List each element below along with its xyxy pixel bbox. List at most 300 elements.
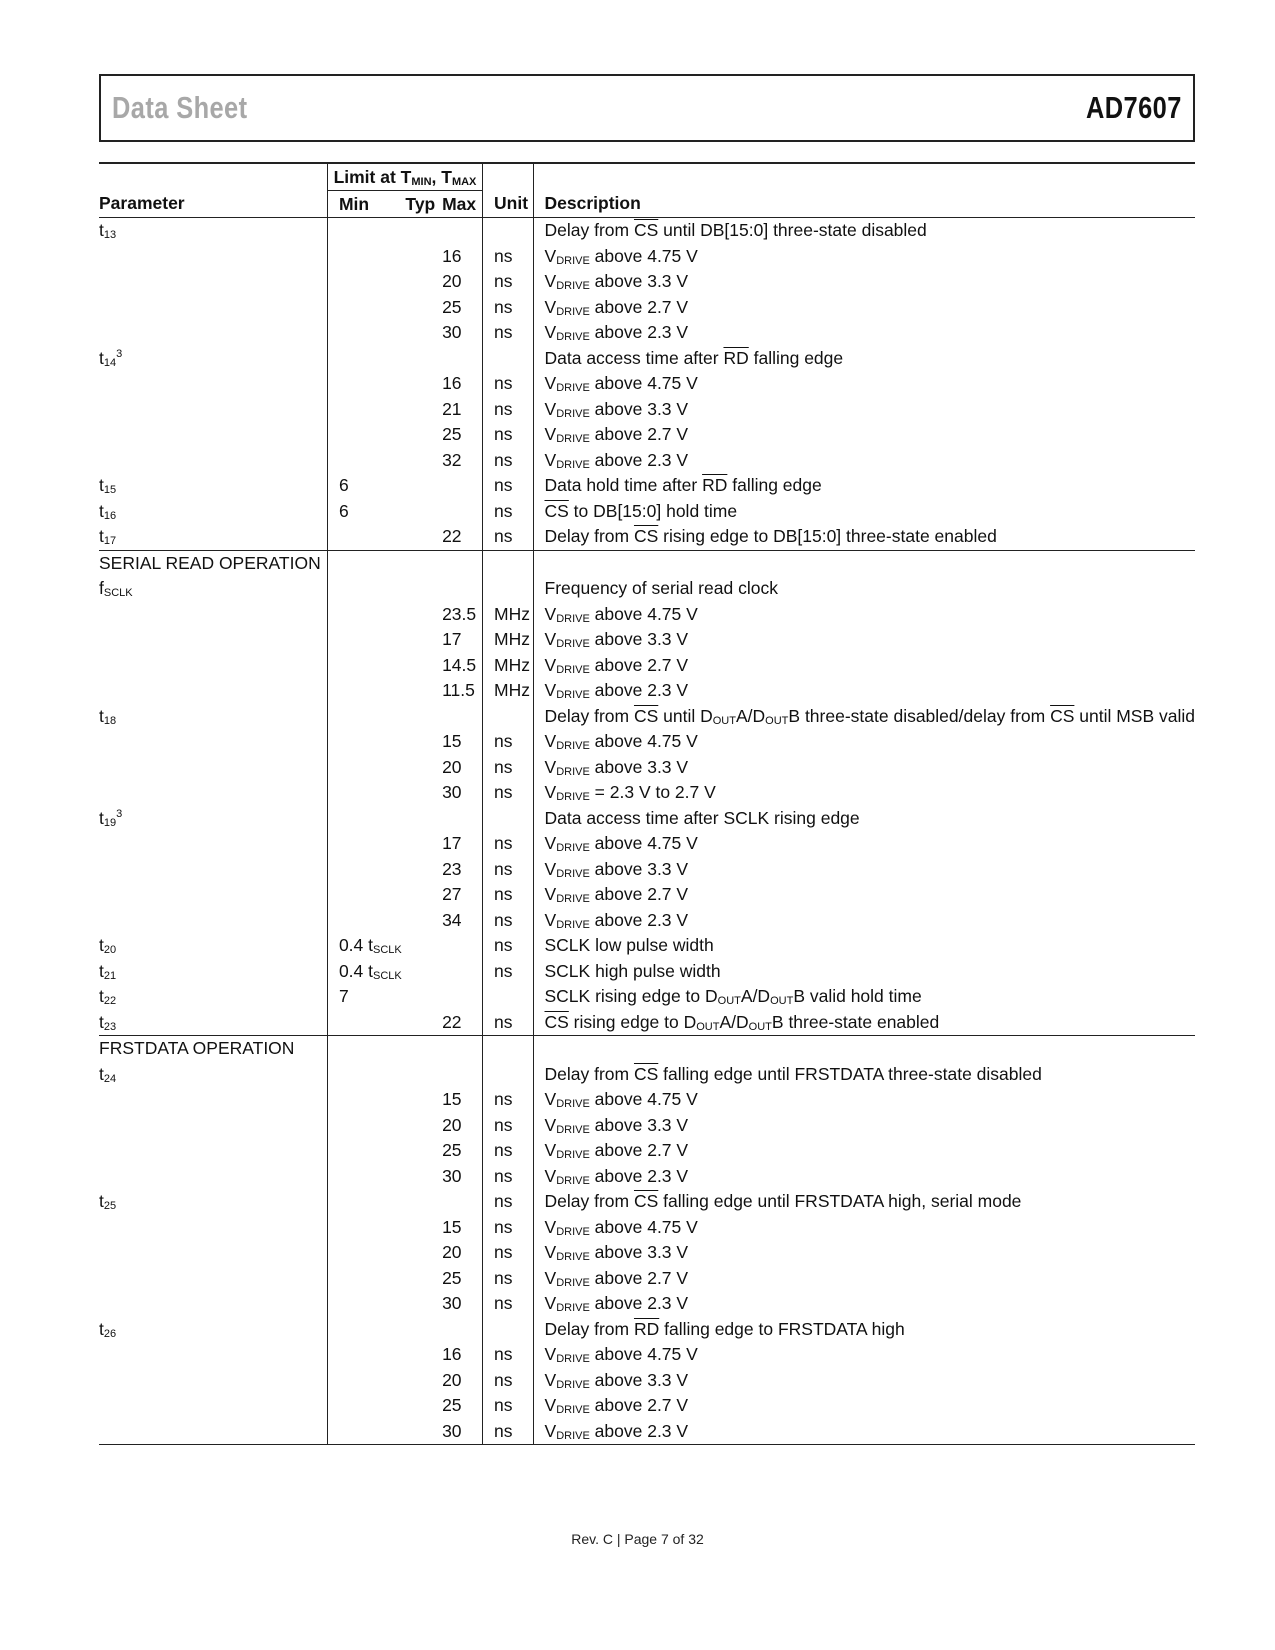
description-cell bbox=[533, 959, 1195, 985]
unit-value: MHz bbox=[494, 680, 530, 701]
max-cell bbox=[442, 1240, 482, 1266]
table-row bbox=[99, 1368, 1195, 1394]
min-cell bbox=[327, 1393, 405, 1419]
typ-cell bbox=[405, 933, 442, 959]
min-value: 0.4 t bbox=[338, 935, 374, 956]
max-value: 20 bbox=[442, 756, 462, 777]
max-value: 16 bbox=[442, 245, 462, 266]
typ-cell bbox=[405, 1164, 442, 1190]
table-row bbox=[99, 244, 1195, 270]
max-cell bbox=[442, 908, 482, 934]
table-row bbox=[99, 1215, 1195, 1241]
min-cell bbox=[327, 908, 405, 934]
description-text: falling edge bbox=[727, 475, 822, 496]
description-cell bbox=[533, 218, 1195, 244]
table-row bbox=[99, 448, 1195, 474]
min-cell bbox=[327, 524, 405, 550]
unit-cell bbox=[483, 1113, 534, 1139]
vdrive-symbol: V bbox=[544, 1344, 557, 1365]
description-cell bbox=[533, 1393, 1195, 1419]
description-text: rising edge to DB[15:0] three-state enabled bbox=[658, 526, 997, 547]
description-text: above 4.75 V bbox=[589, 245, 698, 266]
max-cell bbox=[442, 602, 482, 628]
vdrive-symbol: V bbox=[544, 654, 557, 675]
max-cell bbox=[442, 550, 482, 576]
description-cell bbox=[533, 1419, 1195, 1445]
min-cell bbox=[327, 1138, 405, 1164]
table-row bbox=[99, 1087, 1195, 1113]
parameter-cell bbox=[99, 729, 327, 755]
table-row bbox=[99, 908, 1195, 934]
min-cell bbox=[327, 780, 405, 806]
vdrive-subscript: DRIVE bbox=[556, 638, 590, 651]
description-text: above 3.3 V bbox=[589, 1114, 689, 1135]
unit-value: ns bbox=[494, 1293, 513, 1314]
vdrive-symbol: V bbox=[544, 1089, 557, 1110]
vdrive-subscript: DRIVE bbox=[556, 893, 590, 906]
description-cell bbox=[533, 269, 1195, 295]
parameter-cell bbox=[99, 397, 327, 423]
unit-cell bbox=[483, 882, 534, 908]
max-cell bbox=[442, 499, 482, 525]
description-text: A/D bbox=[735, 705, 766, 726]
parameter-cell bbox=[99, 908, 327, 934]
description-text: above 2.3 V bbox=[589, 1165, 689, 1186]
max-value: 15 bbox=[442, 1216, 462, 1237]
typ-cell bbox=[405, 218, 442, 244]
max-cell bbox=[442, 1087, 482, 1113]
description-text: above 2.7 V bbox=[589, 296, 689, 317]
max-cell bbox=[442, 1036, 482, 1062]
unit-value: ns bbox=[494, 935, 513, 956]
table-row bbox=[99, 1240, 1195, 1266]
description-cell bbox=[533, 295, 1195, 321]
table-row bbox=[99, 1419, 1195, 1445]
vdrive-subscript: DRIVE bbox=[556, 765, 590, 778]
unit-cell bbox=[483, 1368, 534, 1394]
signal-subscript: OUT bbox=[770, 995, 794, 1008]
typ-cell bbox=[405, 1087, 442, 1113]
max-cell bbox=[442, 1113, 482, 1139]
parameter-subscript: 18 bbox=[103, 714, 117, 727]
description-text: above 2.3 V bbox=[589, 1420, 689, 1441]
max-value: 20 bbox=[442, 271, 462, 292]
unit-value: ns bbox=[494, 1242, 513, 1263]
table-row bbox=[99, 755, 1195, 781]
max-cell bbox=[442, 882, 482, 908]
description-cell bbox=[533, 780, 1195, 806]
min-cell bbox=[327, 984, 405, 1010]
vdrive-symbol: V bbox=[544, 271, 557, 292]
unit-cell bbox=[483, 602, 534, 628]
description-cell bbox=[533, 1240, 1195, 1266]
vdrive-symbol: V bbox=[544, 245, 557, 266]
min-cell bbox=[327, 857, 405, 883]
description-cell bbox=[533, 882, 1195, 908]
parameter-cell bbox=[99, 295, 327, 321]
parameter-subscript: 14 bbox=[103, 356, 117, 369]
unit-cell bbox=[483, 550, 534, 576]
min-cell bbox=[327, 1087, 405, 1113]
table-row bbox=[99, 269, 1195, 295]
typ-cell bbox=[405, 1342, 442, 1368]
unit-value: ns bbox=[494, 884, 513, 905]
table-row bbox=[99, 1113, 1195, 1139]
table-row bbox=[99, 831, 1195, 857]
parameter-cell bbox=[99, 1240, 327, 1266]
min-cell bbox=[327, 269, 405, 295]
unit-value: ns bbox=[494, 960, 513, 981]
description-cell bbox=[533, 678, 1195, 704]
unit-cell bbox=[483, 1164, 534, 1190]
signal-subscript: OUT bbox=[712, 714, 736, 727]
description-text: above 3.3 V bbox=[589, 629, 689, 650]
min-value: 7 bbox=[338, 986, 349, 1007]
description-text: = 2.3 V to 2.7 V bbox=[589, 782, 716, 803]
limit-header: Limit at TMIN, TMAX bbox=[327, 163, 482, 191]
overbar-signal: $\overline{RD}$ bbox=[723, 347, 749, 368]
vdrive-symbol: V bbox=[544, 424, 557, 445]
description-cell bbox=[533, 704, 1195, 730]
typ-cell bbox=[405, 397, 442, 423]
description-cell bbox=[533, 422, 1195, 448]
description-text: until D bbox=[658, 705, 713, 726]
unit-value: ns bbox=[494, 782, 513, 803]
vdrive-symbol: V bbox=[544, 629, 557, 650]
document-type-title: Data Sheet bbox=[112, 90, 248, 125]
description-cell bbox=[533, 346, 1195, 372]
unit-cell bbox=[483, 295, 534, 321]
parameter-cell bbox=[99, 1215, 327, 1241]
unit-cell bbox=[483, 678, 534, 704]
parameter-subscript: 24 bbox=[103, 1072, 117, 1085]
max-cell bbox=[442, 1164, 482, 1190]
max-cell bbox=[442, 627, 482, 653]
typ-cell bbox=[405, 1215, 442, 1241]
description-cell bbox=[533, 397, 1195, 423]
max-value: 22 bbox=[442, 1011, 462, 1032]
max-cell bbox=[442, 1189, 482, 1215]
parameter-cell bbox=[99, 653, 327, 679]
max-cell bbox=[442, 422, 482, 448]
description-text: Delay from bbox=[544, 705, 634, 726]
description-text: above 4.75 V bbox=[589, 1089, 698, 1110]
vdrive-symbol: V bbox=[544, 1165, 557, 1186]
table-row bbox=[99, 653, 1195, 679]
vdrive-symbol: V bbox=[544, 1395, 557, 1416]
typ-cell bbox=[405, 908, 442, 934]
table-row bbox=[99, 678, 1195, 704]
description-text: above 2.3 V bbox=[589, 680, 689, 701]
description-cell bbox=[533, 1266, 1195, 1292]
description-text: above 4.75 V bbox=[589, 373, 698, 394]
typ-cell bbox=[405, 882, 442, 908]
max-value: 23.5 bbox=[442, 603, 477, 624]
header-max: Max bbox=[442, 191, 482, 218]
parameter-cell bbox=[99, 1291, 327, 1317]
typ-cell bbox=[405, 678, 442, 704]
vdrive-subscript: DRIVE bbox=[556, 1149, 590, 1162]
parameter-cell bbox=[99, 499, 327, 525]
table-row bbox=[99, 1266, 1195, 1292]
description-text: B three-state enabled bbox=[771, 1011, 940, 1032]
parameter-cell bbox=[99, 244, 327, 270]
description-cell bbox=[533, 627, 1195, 653]
description-text: Data access time after bbox=[544, 347, 724, 368]
unit-value: MHz bbox=[494, 603, 530, 624]
typ-cell bbox=[405, 984, 442, 1010]
table-row bbox=[99, 576, 1195, 602]
table-row bbox=[99, 959, 1195, 985]
typ-cell bbox=[405, 346, 442, 372]
parameter-subscript: 19 bbox=[103, 816, 117, 829]
parameter-cell bbox=[99, 882, 327, 908]
parameter-symbol: t bbox=[99, 807, 104, 828]
vdrive-subscript: DRIVE bbox=[556, 1123, 590, 1136]
unit-value: ns bbox=[494, 833, 513, 854]
unit-value: ns bbox=[494, 449, 513, 470]
description-cell bbox=[533, 1087, 1195, 1113]
table-row bbox=[99, 320, 1195, 346]
description-cell bbox=[533, 653, 1195, 679]
vdrive-subscript: DRIVE bbox=[556, 280, 590, 293]
typ-cell bbox=[405, 602, 442, 628]
description-cell bbox=[533, 576, 1195, 602]
vdrive-symbol: V bbox=[544, 833, 557, 854]
overbar-signal: $\overline{RD}$ bbox=[702, 475, 728, 496]
unit-value: ns bbox=[494, 1191, 513, 1212]
parameter-symbol: t bbox=[99, 347, 104, 368]
min-cell bbox=[327, 1189, 405, 1215]
header-description: Description bbox=[533, 191, 1195, 218]
table-row bbox=[99, 1062, 1195, 1088]
parameter-symbol: t bbox=[99, 526, 104, 547]
max-value: 27 bbox=[442, 884, 462, 905]
max-cell bbox=[442, 473, 482, 499]
table-row bbox=[99, 218, 1195, 244]
min-cell bbox=[327, 473, 405, 499]
description-cell bbox=[533, 1010, 1195, 1036]
description-text: above 2.7 V bbox=[589, 1267, 689, 1288]
typ-cell bbox=[405, 473, 442, 499]
description-text: A/D bbox=[719, 1011, 749, 1032]
unit-cell bbox=[483, 218, 534, 244]
max-cell bbox=[442, 1138, 482, 1164]
parameter-cell bbox=[99, 1113, 327, 1139]
typ-cell bbox=[405, 1010, 442, 1036]
vdrive-subscript: DRIVE bbox=[556, 842, 590, 855]
max-cell bbox=[442, 1419, 482, 1445]
table-row bbox=[99, 704, 1195, 730]
max-cell bbox=[442, 218, 482, 244]
max-cell bbox=[442, 959, 482, 985]
description-text: above 2.7 V bbox=[589, 654, 689, 675]
description-cell bbox=[533, 499, 1195, 525]
overbar-signal: $\overline{CS}$ bbox=[544, 1011, 569, 1032]
max-cell bbox=[442, 320, 482, 346]
unit-value: ns bbox=[494, 271, 513, 292]
description-text: above 3.3 V bbox=[589, 1242, 689, 1263]
typ-cell bbox=[405, 320, 442, 346]
max-value: 23 bbox=[442, 858, 462, 879]
unit-cell bbox=[483, 1010, 534, 1036]
parameter-cell bbox=[99, 1368, 327, 1394]
unit-cell bbox=[483, 244, 534, 270]
min-cell bbox=[327, 295, 405, 321]
vdrive-symbol: V bbox=[544, 322, 557, 343]
typ-cell bbox=[405, 831, 442, 857]
unit-value: ns bbox=[494, 322, 513, 343]
min-cell bbox=[327, 346, 405, 372]
parameter-cell bbox=[99, 1419, 327, 1445]
parameter-subscript: 25 bbox=[103, 1200, 117, 1213]
timing-spec-table bbox=[99, 162, 1195, 1445]
description-text: above 3.3 V bbox=[589, 858, 689, 879]
typ-cell bbox=[405, 729, 442, 755]
typ-cell bbox=[405, 1138, 442, 1164]
max-cell bbox=[442, 1368, 482, 1394]
table-row bbox=[99, 729, 1195, 755]
description-text: to DB[15:0] hold time bbox=[568, 500, 738, 521]
description-text: falling edge bbox=[748, 347, 844, 368]
max-cell bbox=[442, 729, 482, 755]
max-value: 30 bbox=[442, 1420, 462, 1441]
footnote-ref: 3 bbox=[116, 807, 123, 820]
description-text: above 2.7 V bbox=[589, 884, 689, 905]
typ-cell bbox=[405, 576, 442, 602]
description-cell bbox=[533, 371, 1195, 397]
parameter-symbol: t bbox=[99, 1191, 104, 1212]
typ-cell bbox=[405, 704, 442, 730]
parameter-cell bbox=[99, 269, 327, 295]
overbar-signal: $\overline{CS}$ bbox=[544, 500, 569, 521]
unit-cell bbox=[483, 371, 534, 397]
table-row bbox=[99, 882, 1195, 908]
parameter-symbol: t bbox=[99, 475, 104, 496]
parameter-cell bbox=[99, 550, 327, 576]
min-cell bbox=[327, 1113, 405, 1139]
vdrive-subscript: DRIVE bbox=[556, 791, 590, 804]
table-row bbox=[99, 933, 1195, 959]
min-cell bbox=[327, 371, 405, 397]
unit-cell bbox=[483, 1291, 534, 1317]
description-cell bbox=[533, 602, 1195, 628]
max-value: 16 bbox=[442, 373, 462, 394]
unit-value: ns bbox=[494, 756, 513, 777]
overbar-signal: $\overline{CS}$ bbox=[633, 1191, 659, 1212]
max-cell bbox=[442, 371, 482, 397]
table-header-row bbox=[99, 191, 1195, 218]
min-cell bbox=[327, 1164, 405, 1190]
unit-cell bbox=[483, 653, 534, 679]
typ-cell bbox=[405, 269, 442, 295]
max-value: 25 bbox=[442, 1140, 462, 1161]
description-cell bbox=[533, 524, 1195, 550]
section-label: FRSTDATA OPERATION bbox=[99, 1038, 295, 1059]
vdrive-symbol: V bbox=[544, 782, 557, 803]
description-text: above 3.3 V bbox=[589, 271, 689, 292]
unit-value: ns bbox=[494, 1420, 513, 1441]
vdrive-symbol: V bbox=[544, 1369, 557, 1390]
typ-cell bbox=[405, 499, 442, 525]
max-value: 17 bbox=[442, 833, 462, 854]
parameter-cell bbox=[99, 704, 327, 730]
max-value: 25 bbox=[442, 296, 462, 317]
min-cell bbox=[327, 1291, 405, 1317]
description-text: above 2.3 V bbox=[589, 449, 689, 470]
overbar-signal: $\overline{CS}$ bbox=[1050, 705, 1075, 726]
description-text: above 3.3 V bbox=[589, 756, 689, 777]
max-cell bbox=[442, 397, 482, 423]
description-cell bbox=[533, 550, 1195, 576]
description-cell bbox=[533, 1138, 1195, 1164]
description-cell bbox=[533, 1215, 1195, 1241]
typ-cell bbox=[405, 1291, 442, 1317]
unit-value: ns bbox=[494, 296, 513, 317]
max-cell bbox=[442, 1062, 482, 1088]
unit-cell bbox=[483, 933, 534, 959]
typ-cell bbox=[405, 371, 442, 397]
max-value: 30 bbox=[442, 1293, 462, 1314]
unit-cell bbox=[483, 831, 534, 857]
vdrive-symbol: V bbox=[544, 756, 557, 777]
max-cell bbox=[442, 857, 482, 883]
parameter-cell bbox=[99, 1062, 327, 1088]
unit-cell bbox=[483, 473, 534, 499]
parameter-subscript: 26 bbox=[103, 1327, 117, 1340]
unit-cell bbox=[483, 1215, 534, 1241]
description-text: until MSB valid bbox=[1074, 705, 1195, 726]
min-cell bbox=[327, 1036, 405, 1062]
unit-cell bbox=[483, 448, 534, 474]
typ-cell bbox=[405, 1393, 442, 1419]
description-text: above 2.7 V bbox=[589, 1140, 689, 1161]
min-subscript: SCLK bbox=[373, 944, 402, 957]
parameter-cell bbox=[99, 371, 327, 397]
unit-cell bbox=[483, 806, 534, 832]
table-row bbox=[99, 1010, 1195, 1036]
unit-cell bbox=[483, 704, 534, 730]
typ-cell bbox=[405, 959, 442, 985]
typ-cell bbox=[405, 1266, 442, 1292]
vdrive-subscript: DRIVE bbox=[556, 382, 590, 395]
vdrive-subscript: DRIVE bbox=[556, 867, 590, 880]
vdrive-subscript: DRIVE bbox=[556, 918, 590, 931]
table-row bbox=[99, 1317, 1195, 1343]
table-row bbox=[99, 422, 1195, 448]
parameter-symbol: t bbox=[99, 1318, 104, 1339]
parameter-cell bbox=[99, 755, 327, 781]
min-cell bbox=[327, 320, 405, 346]
parameter-cell bbox=[99, 218, 327, 244]
table-row bbox=[99, 1138, 1195, 1164]
vdrive-symbol: V bbox=[544, 398, 557, 419]
description-text: SCLK low pulse width bbox=[544, 935, 714, 956]
parameter-subscript: 23 bbox=[103, 1020, 117, 1033]
table-row bbox=[99, 1189, 1195, 1215]
unit-cell bbox=[483, 1036, 534, 1062]
table-row bbox=[99, 806, 1195, 832]
max-cell bbox=[442, 755, 482, 781]
parameter-cell bbox=[99, 959, 327, 985]
vdrive-subscript: DRIVE bbox=[556, 458, 590, 471]
vdrive-subscript: DRIVE bbox=[556, 1225, 590, 1238]
parameter-cell bbox=[99, 678, 327, 704]
parameter-cell bbox=[99, 857, 327, 883]
unit-value: ns bbox=[494, 909, 513, 930]
max-value: 25 bbox=[442, 1267, 462, 1288]
unit-cell bbox=[483, 1419, 534, 1445]
